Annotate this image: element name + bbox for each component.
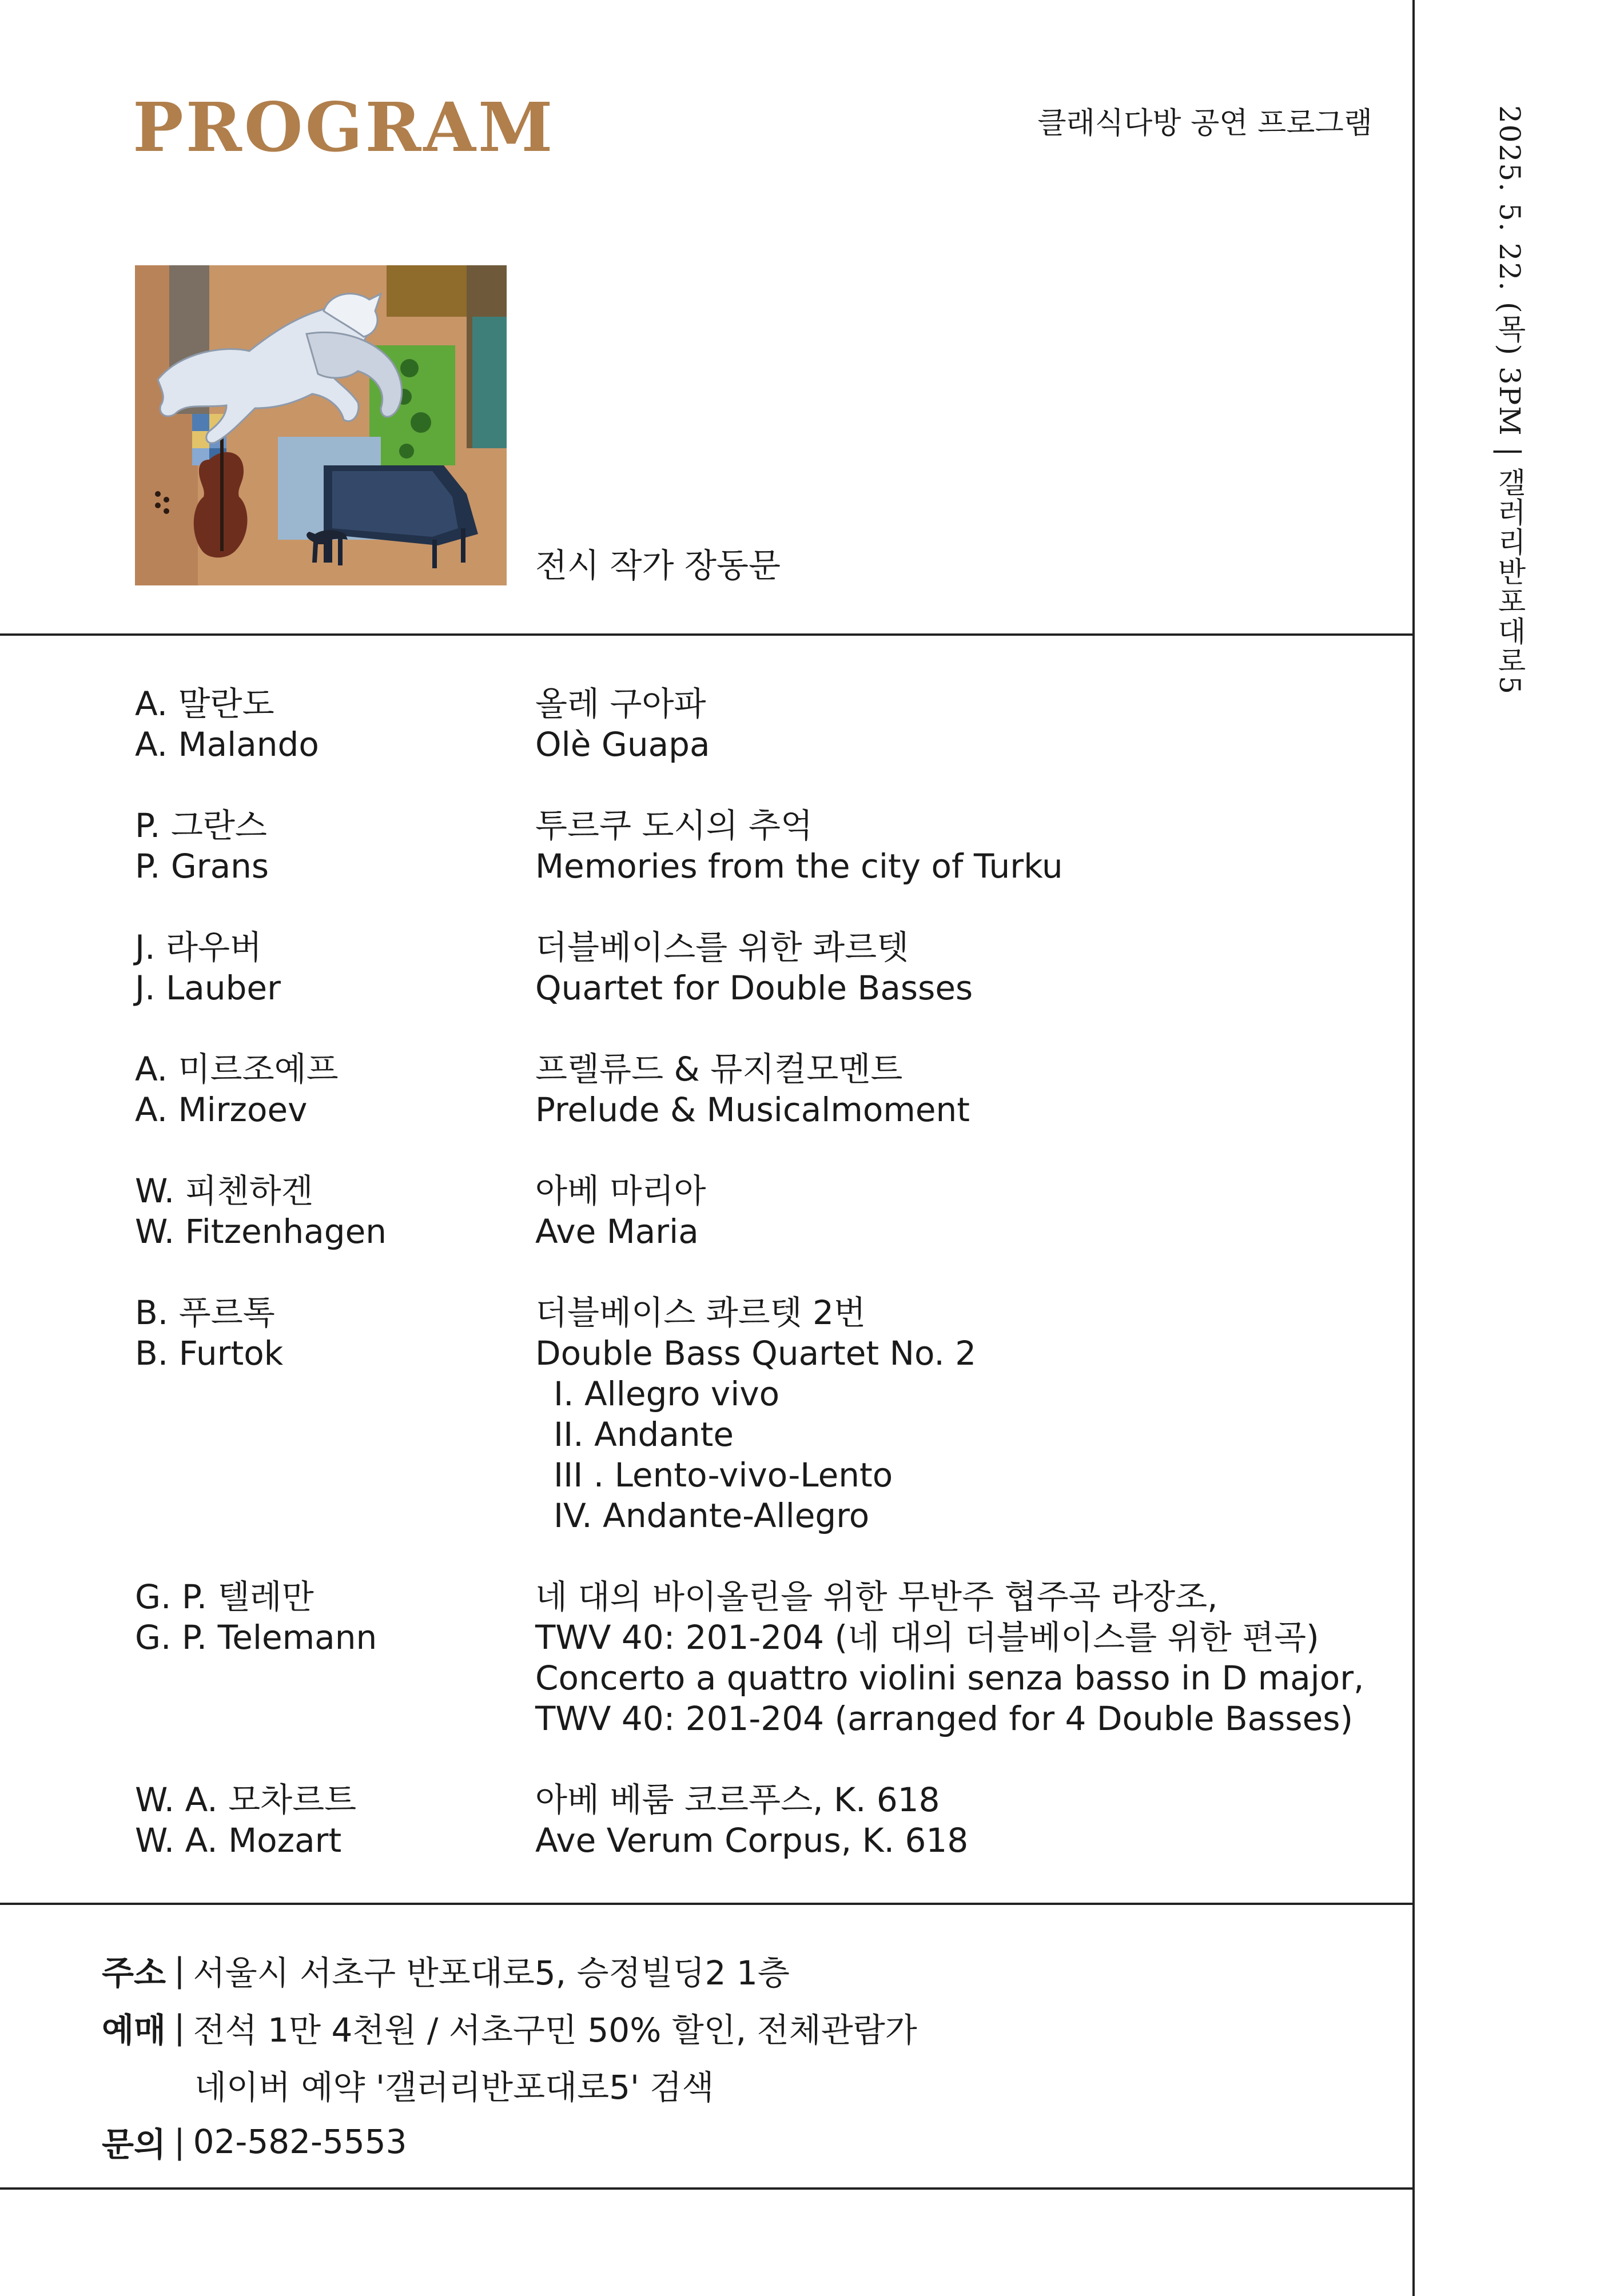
composer-korean: W. A. 모차르트: [135, 1780, 357, 1819]
ticket-value: 전석 1만 4천원 / 서초구민 50% 할인, 전체관람가: [193, 2011, 917, 2050]
program-item: [135, 1049, 1393, 1130]
composer: [135, 806, 535, 887]
address-value: 서울시 서초구 반포대로5, 승정빌딩2 1층: [193, 1954, 790, 1992]
work-line: Memories from the city of Turku: [535, 847, 1063, 886]
ticket-note-row: [102, 2056, 917, 2113]
work-line: Ave Verum Corpus, K. 618: [535, 1821, 969, 1860]
composer-korean: A. 미르조예프: [135, 1050, 339, 1089]
address-label: 주소: [102, 1954, 166, 1992]
composer: [135, 1049, 535, 1130]
work-line: Ave Maria: [535, 1212, 699, 1251]
movement-line: IV. Andante-Allegro: [554, 1496, 870, 1535]
work-line: Prelude & Musicalmoment: [535, 1090, 970, 1129]
artist-caption: 전시 작가 장동문: [535, 546, 781, 585]
program-item: [135, 806, 1393, 887]
composer-korean: W. 피첸하겐: [135, 1171, 313, 1210]
work-line: 더블베이스를 위한 콰르텟: [535, 928, 909, 967]
composer: [135, 684, 535, 765]
work-title: [535, 684, 710, 765]
composer-english: W. A. Mozart: [135, 1821, 342, 1860]
separator: |: [174, 2008, 185, 2047]
movement-line: II. Andante: [554, 1415, 734, 1454]
work-line: Double Bass Quartet No. 2: [535, 1334, 977, 1373]
venue-info: [102, 1942, 917, 2170]
separator: |: [174, 1951, 185, 1990]
composer-korean: B. 푸르톡: [135, 1293, 275, 1332]
ticket-row: [102, 1999, 917, 2056]
work-line: 네 대의 바이올린을 위한 무반주 협주곡 라장조,: [535, 1577, 1218, 1616]
program-subtitle: 클래식다방 공연 프로그램: [1037, 106, 1372, 141]
work-title: [535, 1171, 706, 1252]
composer-english: G. P. Telemann: [135, 1618, 377, 1657]
composer-korean: J. 라우버: [135, 928, 262, 967]
program-title: PROGRAM: [133, 87, 555, 167]
work-title: [535, 806, 1063, 887]
work-line: 올레 구아파: [535, 684, 706, 723]
program-item: [135, 1171, 1393, 1252]
work-line: 투르쿠 도시의 추억: [535, 806, 813, 845]
work-title: [535, 1577, 1364, 1739]
composer-korean: P. 그란스: [135, 806, 267, 845]
program-item: [135, 1780, 1393, 1861]
work-line: TWV 40: 201-204 (arranged for 4 Double Basses): [535, 1699, 1354, 1738]
date-venue-vertical: 2025. 5. 22. (목) 3PM | 갤러리반포대로5: [1493, 105, 1526, 696]
work-title: [535, 1293, 976, 1536]
ticket-note: 네이버 예약 '갤러리반포대로5' 검색: [194, 2068, 714, 2107]
program-item: [135, 1577, 1393, 1739]
address-row: [102, 1942, 917, 1999]
composer-english: P. Grans: [135, 847, 269, 886]
composer: [135, 1171, 535, 1252]
divider-bottom: [0, 2187, 1414, 2190]
artwork-painting: [135, 265, 507, 585]
contact-label: 문의: [102, 2125, 166, 2164]
composer-korean: A. 말란도: [135, 684, 274, 723]
divider-top: [0, 633, 1414, 636]
work-line: Concerto a quattro violini senza basso in D major,: [535, 1659, 1364, 1697]
composer-korean: G. P. 텔레만: [135, 1577, 314, 1616]
composer-english: B. Furtok: [135, 1334, 284, 1373]
composer-english: A. Mirzoev: [135, 1090, 308, 1129]
work-line: 더블베이스 콰르텟 2번: [535, 1293, 866, 1332]
program-item: [135, 684, 1393, 765]
work-line: TWV 40: 201-204 (네 대의 더블베이스를 위한 편곡): [535, 1618, 1319, 1657]
work-line: 프렐류드 & 뮤지컬모멘트: [535, 1050, 903, 1089]
vertical-divider: [1412, 0, 1415, 2296]
composer: [135, 927, 535, 1009]
movement-line: III . Lento-vivo-Lento: [554, 1456, 893, 1494]
contact-row: [102, 2113, 917, 2170]
composer-english: A. Malando: [135, 725, 319, 764]
work-title: [535, 1049, 970, 1130]
composer: [135, 1293, 535, 1536]
movement-line: I. Allegro vivo: [554, 1374, 780, 1413]
separator: |: [174, 2122, 185, 2161]
program-item: [135, 1293, 1393, 1536]
work-line: 아베 마리아: [535, 1171, 706, 1210]
divider-middle: [0, 1903, 1414, 1905]
ticket-label: 예매: [102, 2011, 166, 2050]
composer: [135, 1780, 535, 1861]
work-title: [535, 1780, 968, 1861]
work-line: Olè Guapa: [535, 725, 710, 764]
composer: [135, 1577, 535, 1739]
work-line: 아베 베룸 코르푸스, K. 618: [535, 1780, 940, 1819]
work-title: [535, 927, 973, 1009]
composer-english: J. Lauber: [135, 968, 281, 1007]
program-item: [135, 927, 1393, 1009]
program-list: [135, 684, 1393, 1861]
contact-value: 02-582-5553: [193, 2122, 407, 2161]
work-line: Quartet for Double Basses: [535, 968, 973, 1007]
composer-english: W. Fitzenhagen: [135, 1212, 387, 1251]
